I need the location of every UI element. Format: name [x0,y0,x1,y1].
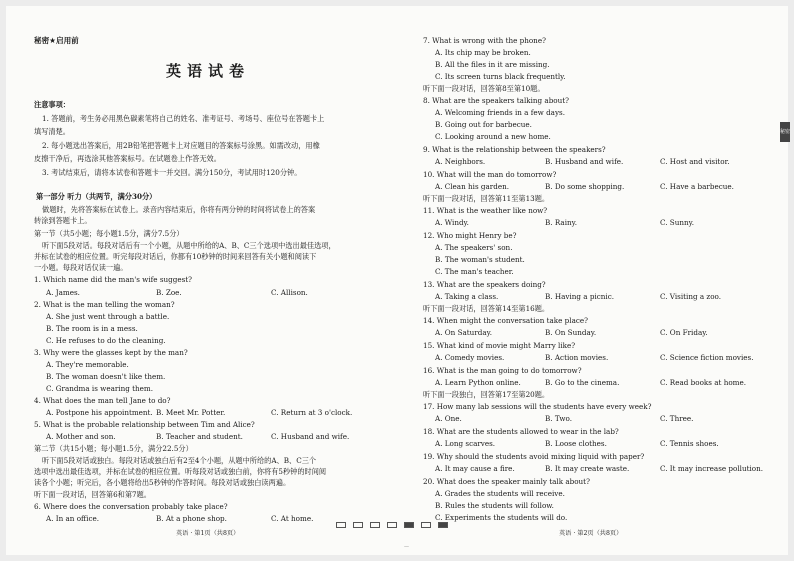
option-a[interactable]: A. Grades the students will receive. [435,489,565,498]
option-c[interactable]: C. Sunny. [660,218,695,227]
note-line: 填写清楚。 [34,127,70,136]
option-a[interactable]: A. It may cause a fire. [435,464,515,473]
question-2: 2. What is the man telling the woman? [34,300,175,309]
option-c[interactable]: C. Looking around a new home. [435,132,551,141]
option-a[interactable]: A. James. [46,288,80,297]
option-b[interactable]: B. Rainy. [545,218,578,227]
question-17: 17. How many lab sessions will the students have every week? [423,402,652,411]
section2-desc: 选项中选出最佳选项，并标在试卷的相应位置。听每段对话或独白前，你将有5秒钟的时间阅 [34,467,327,476]
question-1-options [34,288,308,298]
option-a[interactable]: A. In an office. [46,514,100,523]
section2-desc: 读各个小题；听完后，各小题将给出5秒钟的作答时间。每段对话或独白读两遍。 [34,478,291,487]
option-c[interactable]: C. Host and visitor. [660,157,730,166]
option-b[interactable]: B. Teacher and student. [156,432,243,441]
option-c[interactable]: C. Husband and wife. [271,432,350,441]
question-4: 4. What does the man tell Jane to do? [34,396,171,405]
option-b[interactable]: B. Having a picnic. [545,292,615,301]
option-c[interactable]: C. Tennis shoes. [660,439,719,448]
option-b[interactable]: B. Do some shopping. [545,182,625,191]
option-c[interactable]: C. At home. [271,514,314,523]
option-a[interactable]: A. She just went through a battle. [46,312,170,321]
section2-header: 第二节（共15小题；每小题1.5分，满分22.5分） [34,444,193,453]
option-b[interactable]: B. The woman's student. [435,255,525,264]
page-footer: 英语 · 第2页（共8页） [559,530,623,537]
option-b[interactable]: B. Zoe. [156,288,182,297]
question-9: 9. What is the relationship between the speakers? [423,145,606,154]
option-a[interactable]: A. Learn Python online. [435,378,521,387]
option-c[interactable]: C. Grandma is wearing them. [46,384,153,393]
question-18: 18. What are the students allowed to wear in the lab? [423,427,619,436]
option-a[interactable]: A. Clean his garden. [435,182,510,191]
question-15-options [423,353,753,363]
option-a[interactable]: A. They're memorable. [46,360,129,369]
question-12: 12. Who might Henry be? [423,231,517,240]
question-6: 6. Where does the conversation probably take place? [34,502,228,511]
question-9-options [423,157,730,167]
exam-title: 英语试卷 [166,62,251,80]
option-b[interactable]: B. Husband and wife. [545,157,624,166]
listen-instruction: 听下面一段对话，回答第6和第7题。 [34,490,151,499]
option-a[interactable]: A. The speakers' son. [435,243,513,252]
option-b[interactable]: B. Rules the students will follow. [435,501,554,510]
option-b[interactable]: B. It may create waste. [545,464,630,473]
section2-desc: 听下面5段对话或独白。每段对话或独白后有2至4个小题，从题中所给的A、B、C三个 [42,456,317,465]
question-14-options [423,328,708,338]
question-14: 14. When might the conversation take place? [423,316,588,325]
option-c[interactable]: C. Visiting a zoo. [660,292,722,301]
question-13-options [423,292,721,302]
section1-header: 第一节（共5小题；每小题1.5分，满分7.5分） [34,229,184,238]
question-17-options [423,414,693,424]
option-a[interactable]: A. On Saturday. [435,328,493,337]
option-b[interactable]: B. The woman doesn't like them. [46,372,166,381]
option-b[interactable]: B. Meet Mr. Potter. [156,408,226,417]
listen-instruction: 听下面一段对话，回答第8至第10题。 [423,84,545,93]
question-19: 19. Why should the students avoid mixing liquid with paper? [423,452,645,461]
page-marker [336,522,346,528]
option-c[interactable]: C. Allison. [271,288,308,297]
page-number: — [404,544,409,550]
section1-desc: 一小题。每段对话仅读一遍。 [34,263,128,272]
option-c[interactable]: C. Its screen turns black frequently. [435,72,566,81]
question-11-options [423,218,694,228]
option-c[interactable]: C. Three. [660,414,694,423]
question-16: 16. What is the man going to do tomorrow? [423,366,582,375]
option-a[interactable]: A. Welcoming friends in a few days. [435,108,565,117]
page-footer: 英语 · 第1页（共8页） [176,530,240,537]
option-c[interactable]: C. It may increase pollution. [660,464,764,473]
option-b[interactable]: B. Going out for barbecue. [435,120,532,129]
note-line: 3. 考试结束后，请将本试卷和答题卡一并交回。满分150分，考试用时120分钟。 [42,168,302,177]
option-b[interactable]: B. All the files in it are missing. [435,60,550,69]
question-18-options [423,439,719,449]
question-13: 13. What are the speakers doing? [423,280,546,289]
question-15: 15. What kind of movie might Marry like? [423,341,576,350]
note-line: 2. 每小题选出答案后，用2B铅笔把答题卡上对应题目的答案标号涂黑。如需改动，用橡 [42,141,320,150]
option-a[interactable]: A. Taking a class. [435,292,499,301]
option-a[interactable]: A. Postpone his appointment. [46,408,153,417]
part1-desc: 转涂到答题卡上。 [34,216,92,225]
option-a[interactable]: A. Comedy movies. [435,353,505,362]
listen-instruction: 听下面一段对话，回答第14至第16题。 [423,304,550,313]
question-4-options [34,408,352,418]
page-marker [353,522,363,528]
question-10: 10. What will the man do tomorrow? [423,170,557,179]
question-8: 8. What are the speakers talking about? [423,96,570,105]
option-c[interactable]: C. Experiments the students will do. [435,513,568,522]
part1-header: 第一部分 听力（共两节，满分30分） [36,192,157,201]
option-c[interactable]: C. On Friday. [660,328,708,337]
section1-desc: 并标在试卷的相应位置。听完每段对话后，你都有10秒钟的时间来回答有关小题和阅读下 [34,252,317,261]
option-c[interactable]: C. Have a barbecue. [660,182,734,191]
option-c[interactable]: C. He refuses to do the cleaning. [46,336,166,345]
option-a[interactable]: A. Long scarves. [435,439,496,448]
question-11: 11. What is the weather like now? [423,206,548,215]
option-a[interactable]: A. Mother and son. [46,432,116,441]
question-3: 3. Why were the glasses kept by the man? [34,348,188,357]
question-5-options [34,432,349,442]
secret-label: 秘密★启用前 [34,36,79,45]
question-1: 1. Which name did the man's wife suggest? [34,275,193,284]
option-c[interactable]: C. Return at 3 o'clock. [271,408,353,417]
question-19-options [423,464,763,474]
option-b[interactable]: B. Go to the cinema. [545,378,620,387]
option-b[interactable]: B. Action movies. [545,353,609,362]
option-b[interactable]: B. On Sunday. [545,328,597,337]
listen-instruction: 听下面一段对话，回答第11至第13题。 [423,194,550,203]
option-a[interactable]: A. Neighbors. [435,157,486,166]
question-10-options [423,182,734,192]
option-b[interactable]: B. The room is in a mess. [46,324,138,333]
page-marker [370,522,380,528]
option-a[interactable]: A. One. [435,414,462,423]
question-5: 5. What is the probable relationship between Tim and Alice? [34,420,255,429]
option-c[interactable]: C. The man's teacher. [435,267,514,276]
section1-desc: 听下面5段对话。每段对话后有一个小题，从题中所给的A、B、C三个选项中选出最佳选项， [42,241,336,250]
note-line: 皮擦干净后，再选涂其他答案标号。在试题卷上作答无效。 [34,154,221,163]
question-20: 20. What does the speaker mainly talk about? [423,477,590,486]
page-marker [387,522,397,528]
option-a[interactable]: A. Its chip may be broken. [435,48,531,57]
option-b[interactable]: B. Two. [545,414,573,423]
question-6-options [34,514,313,524]
question-7: 7. What is wrong with the phone? [423,36,546,45]
part1-desc: 做题时，先将答案标在试卷上。录音内容结束后，你将有两分钟的时间将试卷上的答案 [42,205,316,214]
option-c[interactable]: C. Science fiction movies. [660,353,754,362]
page-marker [404,522,414,528]
listen-instruction: 听下面一段独白，回答第17至第20题。 [423,390,550,399]
question-16-options [423,378,746,388]
option-b[interactable]: B. At a phone shop. [156,514,227,523]
option-a[interactable]: A. Windy. [435,218,469,227]
option-b[interactable]: B. Loose clothes. [545,439,607,448]
option-c[interactable]: C. Read books at home. [660,378,747,387]
exam-sheet [6,6,791,555]
notes-header: 注意事项： [34,100,70,109]
note-line: 1. 答题前，考生务必用黑色碳素笔将自己的姓名、准考证号、考场号、座位号在答题卡上 [42,114,325,123]
secret-side-tab: 秘密 [780,122,790,142]
